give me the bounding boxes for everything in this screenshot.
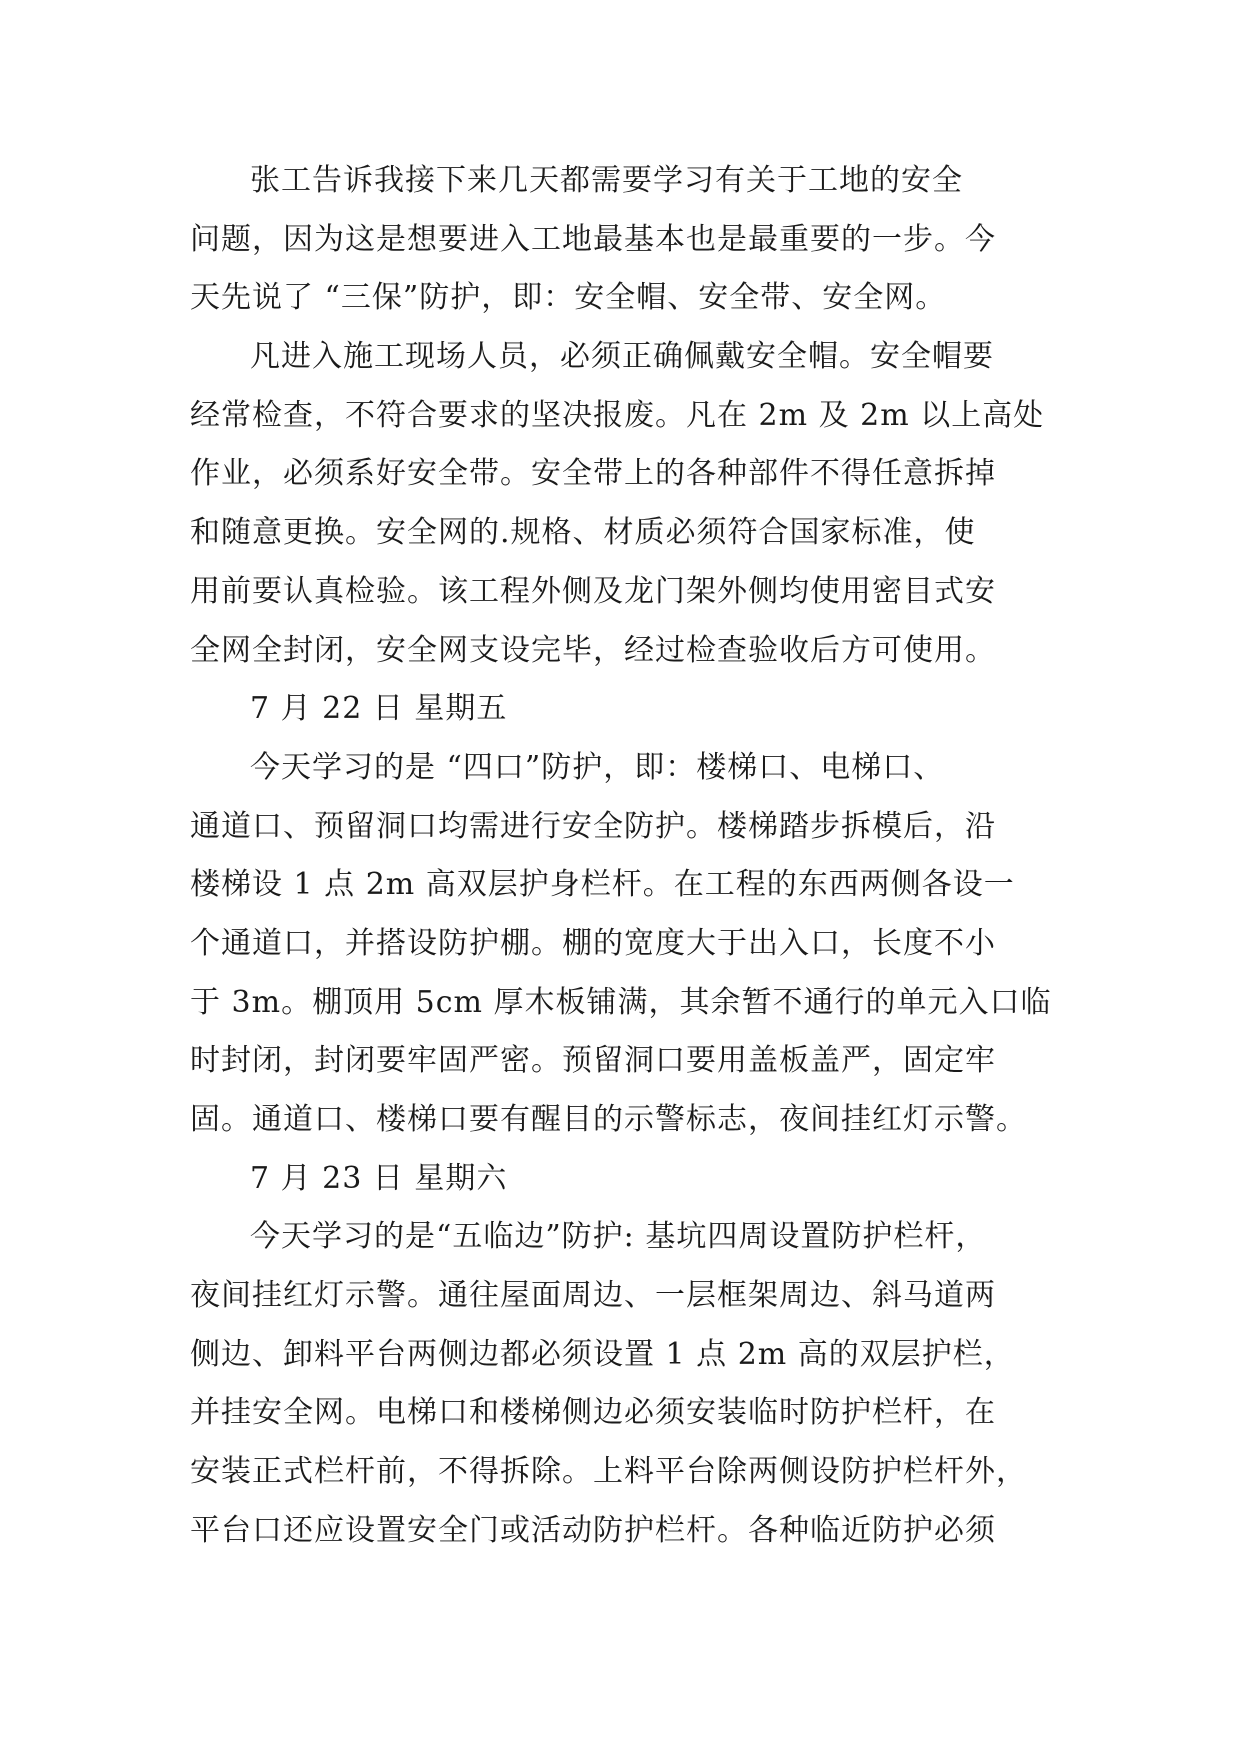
text-line: 夜间挂红灯示警。通往屋面周边、一层框架周边、斜马道两	[190, 1278, 996, 1314]
text-line: 侧边、卸料平台两侧边都必须设置 1 点 2m 高的双层护栏，	[190, 1336, 1015, 1372]
text-line: 和随意更换。安全网的.规格、材质必须符合国家标准，使	[190, 515, 976, 551]
text-line: 通道口、预留洞口均需进行安全防护。楼梯踏步拆模后，沿	[190, 808, 996, 844]
text-line: 用前要认真检验。该工程外侧及龙门架外侧均使用密目式安	[190, 573, 996, 609]
text-line: 作业，必须系好安全带。安全带上的各种部件不得任意拆掉	[190, 456, 996, 492]
text-line: 经常检查，不符合要求的坚决报废。凡在 2m 及 2m 以上高处	[190, 397, 1045, 433]
text-line: 今天学习的是 “四口”防护，即：楼梯口、电梯口、	[250, 749, 945, 785]
text-line: 今天学习的是“五临边”防护: 基坑四周设置防护栏杆，	[250, 1219, 987, 1255]
text-line: 并挂安全网。电梯口和楼梯侧边必须安装临时防护栏杆，在	[190, 1395, 996, 1431]
text-line: 凡进入施工现场人员，必须正确佩戴安全帽。安全帽要	[250, 339, 994, 375]
text-line: 个通道口，并搭设防护棚。棚的宽度大于出入口，长度不小	[190, 925, 996, 961]
document-body	[190, 152, 1050, 1561]
date-heading: 7 月 22 日 星期五	[250, 691, 508, 727]
text-line: 安装正式栏杆前，不得拆除。上料平台除两侧设防护栏杆外，	[190, 1454, 1027, 1490]
text-line: 平台口还应设置安全门或活动防护栏杆。各种临近防护必须	[190, 1512, 996, 1548]
text-line: 楼梯设 1 点 2m 高双层护身栏杆。在工程的东西两侧各设一	[190, 867, 1015, 903]
text-line: 问题，因为这是想要进入工地最基本也是最重要的一步。今	[190, 221, 996, 257]
text-line: 张工告诉我接下来几天都需要学习有关于工地的安全	[250, 163, 963, 198]
text-line: 于 3m。棚顶用 5cm 厚木板铺满，其余暂不通行的单元入口临	[190, 984, 1052, 1020]
date-heading: 7 月 23 日 星期六	[250, 1160, 508, 1196]
text-line: 天先说了 “三保”防护，即：安全帽、安全带、安全网。	[190, 280, 947, 316]
text-line: 时封闭，封闭要牢固严密。预留洞口要用盖板盖严，固定牢	[190, 1043, 996, 1079]
text-line: 全网全封闭，安全网支设完毕，经过检查验收后方可使用。	[190, 632, 996, 668]
text-line: 固。通道口、楼梯口要有醒目的示警标志，夜间挂红灯示警。	[190, 1102, 1027, 1137]
